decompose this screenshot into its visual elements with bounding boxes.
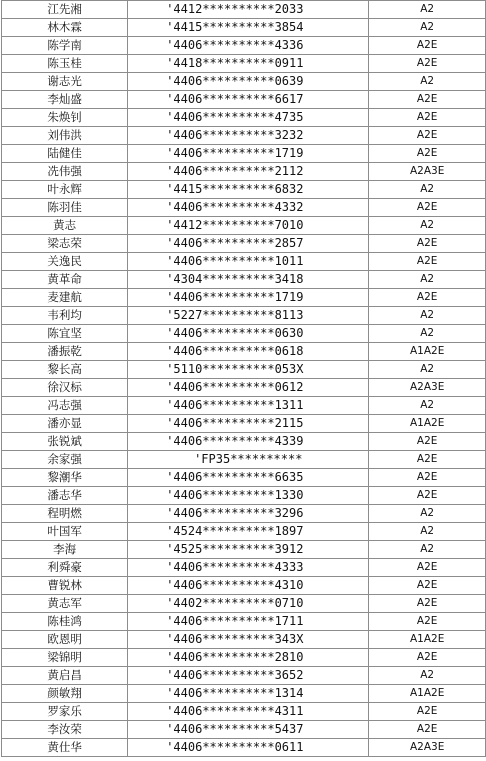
id-number-cell[interactable]: '4406**********2857	[128, 235, 369, 253]
id-number-cell[interactable]: '4406**********1719	[128, 145, 369, 163]
id-number-cell[interactable]: '4406**********1311	[128, 397, 369, 415]
id-number-cell[interactable]: '4304**********3418	[128, 271, 369, 289]
table-row[interactable]	[2, 451, 486, 469]
table-row[interactable]	[2, 109, 486, 127]
id-number-cell[interactable]: '4406**********5437	[128, 721, 369, 739]
table-row[interactable]	[2, 37, 486, 55]
table-row[interactable]	[2, 559, 486, 577]
id-number-cell[interactable]: '4406**********0639	[128, 73, 369, 91]
license-class-cell[interactable]: A2	[369, 181, 486, 199]
license-class-cell[interactable]: A2	[369, 217, 486, 235]
name-cell[interactable]: 黄革命	[2, 271, 128, 289]
license-class-cell[interactable]: A2E	[369, 235, 486, 253]
name-cell[interactable]: 黄启昌	[2, 667, 128, 685]
table-row[interactable]	[2, 343, 486, 361]
table-row[interactable]	[2, 91, 486, 109]
table-row[interactable]	[2, 163, 486, 181]
id-number-cell[interactable]: '4406**********4336	[128, 37, 369, 55]
table-row[interactable]	[2, 541, 486, 559]
id-number-cell[interactable]: '4524**********1897	[128, 523, 369, 541]
name-cell[interactable]: 陈学南	[2, 37, 128, 55]
id-number-cell[interactable]: '4406**********2810	[128, 649, 369, 667]
name-cell[interactable]: 潘亦显	[2, 415, 128, 433]
license-class-cell[interactable]: A2E	[369, 721, 486, 739]
table-row[interactable]	[2, 487, 486, 505]
id-number-cell[interactable]: '4406**********0630	[128, 325, 369, 343]
name-cell[interactable]: 叶国军	[2, 523, 128, 541]
name-cell[interactable]: 谢志光	[2, 73, 128, 91]
license-class-cell[interactable]: A2	[369, 271, 486, 289]
id-number-cell[interactable]: '4406**********343X	[128, 631, 369, 649]
id-number-cell[interactable]: '4406**********3652	[128, 667, 369, 685]
name-cell[interactable]: 江先湘	[2, 1, 128, 19]
id-number-cell[interactable]: 'FP35**********	[128, 451, 369, 469]
name-cell[interactable]: 颜敏翔	[2, 685, 128, 703]
name-cell[interactable]: 梁锦明	[2, 649, 128, 667]
id-number-cell[interactable]: '5110**********053X	[128, 361, 369, 379]
id-number-cell[interactable]: '4406**********2115	[128, 415, 369, 433]
license-class-cell[interactable]: A2	[369, 325, 486, 343]
table-row[interactable]	[2, 415, 486, 433]
license-class-cell[interactable]: A2	[369, 541, 486, 559]
id-number-cell[interactable]: '4402**********0710	[128, 595, 369, 613]
id-number-cell[interactable]: '4412**********7010	[128, 217, 369, 235]
license-class-cell[interactable]: A2E	[369, 109, 486, 127]
id-number-cell[interactable]: '4406**********0618	[128, 343, 369, 361]
license-class-cell[interactable]: A2E	[369, 433, 486, 451]
table-row[interactable]	[2, 739, 486, 757]
id-number-cell[interactable]: '4406**********1330	[128, 487, 369, 505]
table-row[interactable]	[2, 361, 486, 379]
license-class-cell[interactable]: A2E	[369, 91, 486, 109]
license-class-cell[interactable]: A2E	[369, 469, 486, 487]
id-number-cell[interactable]: '4406**********3232	[128, 127, 369, 145]
id-number-cell[interactable]: '4412**********2033	[128, 1, 369, 19]
license-class-cell[interactable]: A2	[369, 505, 486, 523]
license-class-cell[interactable]: A2E	[369, 703, 486, 721]
table-row[interactable]	[2, 253, 486, 271]
name-cell[interactable]: 利舜豪	[2, 559, 128, 577]
name-cell[interactable]: 李灿盛	[2, 91, 128, 109]
name-cell[interactable]: 冯志强	[2, 397, 128, 415]
table-row[interactable]	[2, 379, 486, 397]
table-row[interactable]	[2, 307, 486, 325]
table-row[interactable]	[2, 145, 486, 163]
name-cell[interactable]: 朱焕钊	[2, 109, 128, 127]
id-number-cell[interactable]: '4406**********4735	[128, 109, 369, 127]
license-class-cell[interactable]: A2E	[369, 613, 486, 631]
name-cell[interactable]: 李汝荣	[2, 721, 128, 739]
name-cell[interactable]: 潘志华	[2, 487, 128, 505]
id-number-cell[interactable]: '4406**********4333	[128, 559, 369, 577]
name-cell[interactable]: 陈羽佳	[2, 199, 128, 217]
license-class-cell[interactable]: A2E	[369, 649, 486, 667]
table-row[interactable]	[2, 685, 486, 703]
name-cell[interactable]: 麦建航	[2, 289, 128, 307]
name-cell[interactable]: 林木霖	[2, 19, 128, 37]
id-number-cell[interactable]: '4406**********0612	[128, 379, 369, 397]
id-number-cell[interactable]: '4406**********1711	[128, 613, 369, 631]
table-row[interactable]	[2, 523, 486, 541]
license-class-cell[interactable]: A1A2E	[369, 631, 486, 649]
name-cell[interactable]: 黎长高	[2, 361, 128, 379]
id-number-cell[interactable]: '4406**********1314	[128, 685, 369, 703]
table-row[interactable]	[2, 613, 486, 631]
id-number-cell[interactable]: '4415**********3854	[128, 19, 369, 37]
id-number-cell[interactable]: '4525**********3912	[128, 541, 369, 559]
table-row[interactable]	[2, 631, 486, 649]
table-row[interactable]	[2, 73, 486, 91]
roster-table	[1, 0, 486, 757]
table-row[interactable]	[2, 397, 486, 415]
license-class-cell[interactable]: A2E	[369, 37, 486, 55]
table-row[interactable]	[2, 217, 486, 235]
id-number-cell[interactable]: '4406**********4339	[128, 433, 369, 451]
license-class-cell[interactable]: A2E	[369, 595, 486, 613]
name-cell[interactable]: 韦利均	[2, 307, 128, 325]
name-cell[interactable]: 陈桂鸿	[2, 613, 128, 631]
license-class-cell[interactable]: A2	[369, 307, 486, 325]
name-cell[interactable]: 欧恩明	[2, 631, 128, 649]
id-number-cell[interactable]: '4418**********0911	[128, 55, 369, 73]
table-row[interactable]	[2, 199, 486, 217]
license-class-cell[interactable]: A2E	[369, 577, 486, 595]
license-class-cell[interactable]: A2E	[369, 253, 486, 271]
table-row[interactable]	[2, 1, 486, 19]
license-class-cell[interactable]: A1A2E	[369, 343, 486, 361]
license-class-cell[interactable]: A2E	[369, 199, 486, 217]
license-class-cell[interactable]: A2	[369, 667, 486, 685]
name-cell[interactable]: 余家强	[2, 451, 128, 469]
name-cell[interactable]: 徐汉标	[2, 379, 128, 397]
id-number-cell[interactable]: '4415**********6832	[128, 181, 369, 199]
table-row[interactable]	[2, 127, 486, 145]
table-row[interactable]	[2, 721, 486, 739]
id-number-cell[interactable]: '4406**********2112	[128, 163, 369, 181]
license-class-cell[interactable]: A2	[369, 523, 486, 541]
license-class-cell[interactable]: A2	[369, 1, 486, 19]
table-row[interactable]	[2, 469, 486, 487]
name-cell[interactable]: 陈宜坚	[2, 325, 128, 343]
roster-body	[2, 1, 486, 757]
license-class-cell[interactable]: A2E	[369, 127, 486, 145]
id-number-cell[interactable]: '4406**********1719	[128, 289, 369, 307]
license-class-cell[interactable]: A1A2E	[369, 685, 486, 703]
license-class-cell[interactable]: A2E	[369, 559, 486, 577]
name-cell[interactable]: 陈玉桂	[2, 55, 128, 73]
id-number-cell[interactable]: '4406**********4332	[128, 199, 369, 217]
id-number-cell[interactable]: '4406**********0611	[128, 739, 369, 757]
name-cell[interactable]: 叶永辉	[2, 181, 128, 199]
table-row[interactable]	[2, 235, 486, 253]
id-number-cell[interactable]: '4406**********4311	[128, 703, 369, 721]
table-row[interactable]	[2, 649, 486, 667]
name-cell[interactable]: 刘伟洪	[2, 127, 128, 145]
id-number-cell[interactable]: '4406**********6635	[128, 469, 369, 487]
name-cell[interactable]: 潘振乾	[2, 343, 128, 361]
license-class-cell[interactable]: A2E	[369, 55, 486, 73]
table-row[interactable]	[2, 181, 486, 199]
license-class-cell[interactable]: A2	[369, 361, 486, 379]
name-cell[interactable]: 黎潮华	[2, 469, 128, 487]
license-class-cell[interactable]: A2A3E	[369, 379, 486, 397]
table-row[interactable]	[2, 667, 486, 685]
license-class-cell[interactable]: A2E	[369, 289, 486, 307]
license-class-cell[interactable]: A2E	[369, 451, 486, 469]
name-cell[interactable]: 梁志荣	[2, 235, 128, 253]
name-cell[interactable]: 关逸民	[2, 253, 128, 271]
id-number-cell[interactable]: '5227**********8113	[128, 307, 369, 325]
table-row[interactable]	[2, 55, 486, 73]
table-row[interactable]	[2, 289, 486, 307]
table-row[interactable]	[2, 433, 486, 451]
id-number-cell[interactable]: '4406**********3296	[128, 505, 369, 523]
name-cell[interactable]: 黄志	[2, 217, 128, 235]
id-number-cell[interactable]: '4406**********4310	[128, 577, 369, 595]
table-row[interactable]	[2, 595, 486, 613]
table-row[interactable]	[2, 577, 486, 595]
name-cell[interactable]: 罗家乐	[2, 703, 128, 721]
name-cell[interactable]: 冼伟强	[2, 163, 128, 181]
license-class-cell[interactable]: A1A2E	[369, 415, 486, 433]
license-class-cell[interactable]: A2A3E	[369, 163, 486, 181]
id-number-cell[interactable]: '4406**********1011	[128, 253, 369, 271]
table-row[interactable]	[2, 505, 486, 523]
table-row[interactable]	[2, 19, 486, 37]
license-class-cell[interactable]: A2A3E	[369, 739, 486, 757]
name-cell[interactable]: 张锐斌	[2, 433, 128, 451]
table-row[interactable]	[2, 703, 486, 721]
name-cell[interactable]: 曹锐林	[2, 577, 128, 595]
table-row[interactable]	[2, 271, 486, 289]
name-cell[interactable]: 黄仕华	[2, 739, 128, 757]
license-class-cell[interactable]: A2	[369, 397, 486, 415]
name-cell[interactable]: 李海	[2, 541, 128, 559]
table-row[interactable]	[2, 325, 486, 343]
license-class-cell[interactable]: A2E	[369, 145, 486, 163]
license-class-cell[interactable]: A2	[369, 19, 486, 37]
license-class-cell[interactable]: A2E	[369, 487, 486, 505]
name-cell[interactable]: 程明燃	[2, 505, 128, 523]
name-cell[interactable]: 黄志军	[2, 595, 128, 613]
name-cell[interactable]: 陆健佳	[2, 145, 128, 163]
license-class-cell[interactable]: A2	[369, 73, 486, 91]
id-number-cell[interactable]: '4406**********6617	[128, 91, 369, 109]
